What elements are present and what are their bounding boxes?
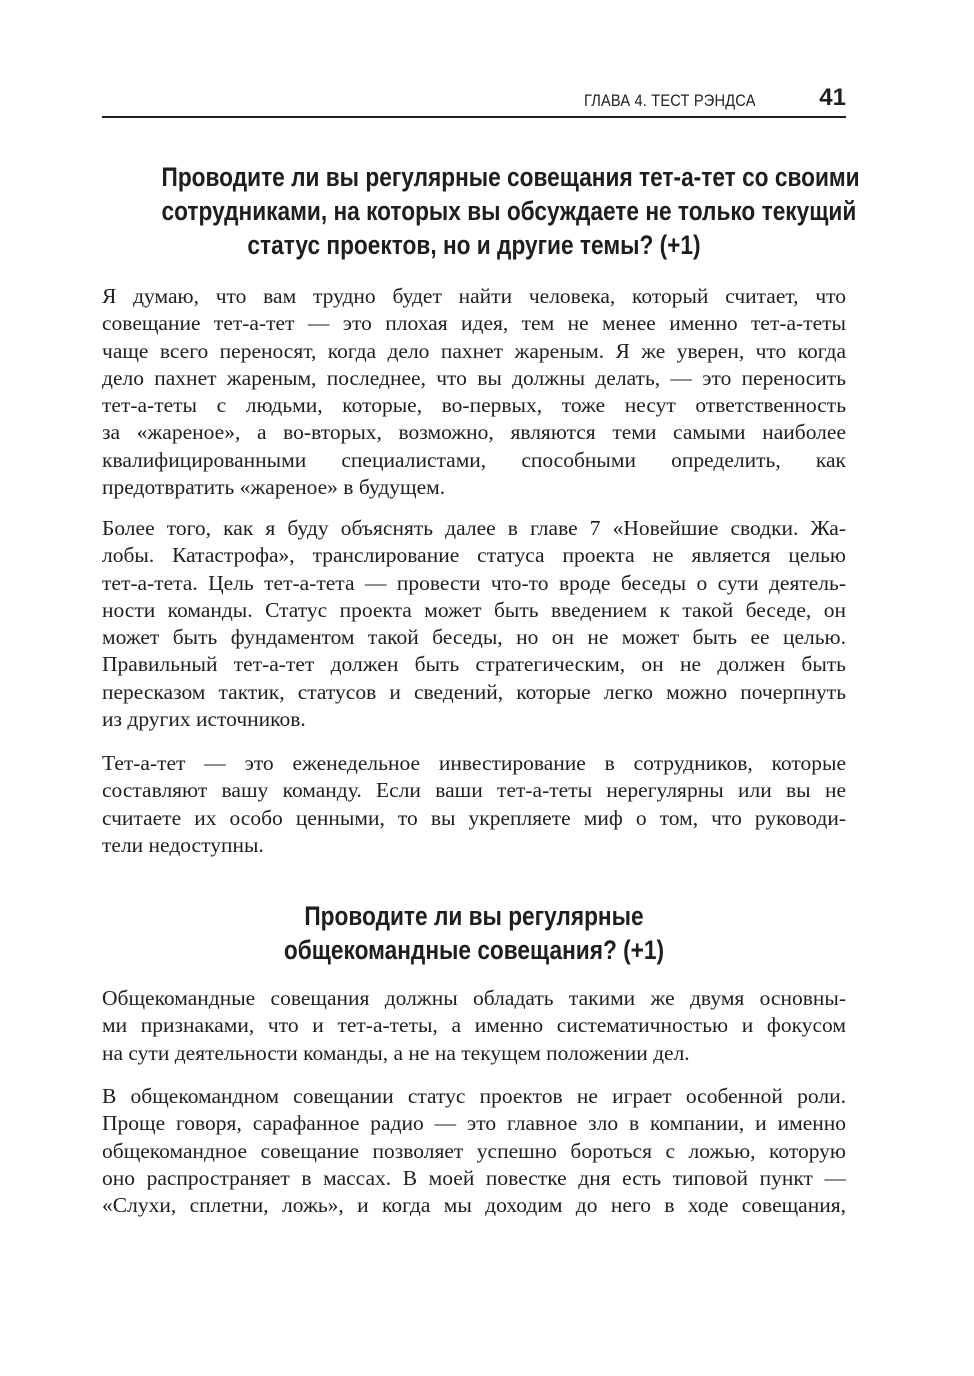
text-line: пересказом тактик, статусов и сведений, которые легко можно почерпнуть bbox=[102, 679, 846, 704]
text-line: оно распространяет в массах. В моей повестке дня есть типовой пункт — bbox=[102, 1165, 846, 1190]
text-line: Более того, как я буду объяснять далее в главе 7 «Новейшие сводки. Жа- bbox=[102, 516, 846, 540]
paragraph bbox=[102, 750, 846, 859]
paragraph bbox=[102, 515, 846, 733]
text-line: дело пахнет жареным, последнее, что вы должны делать, — это переносить bbox=[102, 365, 846, 390]
text-line: «Слухи, сплетни, ложь», и когда мы доходим до него в ходе совещания, bbox=[102, 1193, 846, 1218]
text-line: квалифицированными специалистами, способными определить, как bbox=[102, 447, 846, 472]
text-line: лобы. Катастрофа», транслирование статуса проекта не является целью bbox=[102, 543, 846, 568]
text-line: считаете их особо ценными, то вы укрепляете миф о том, что руководи- bbox=[102, 805, 846, 830]
book-page bbox=[102, 0, 860, 1376]
text-line: тели недоступны. bbox=[102, 832, 264, 857]
text-line: на сути деятельности команды, а не на текущем положении дел. bbox=[102, 1040, 690, 1065]
text-line: чаще всего переносят, когда дело пахнет жареным. Я же уверен, что когда bbox=[102, 338, 846, 363]
section-heading-team-meetings bbox=[102, 899, 846, 967]
text-line: Правильный тет-а-тет должен быть стратегическим, он не должен быть bbox=[102, 652, 846, 677]
text-line: Я думаю, что вам трудно будет найти человека, который считает, что bbox=[102, 284, 846, 308]
heading-line: Проводите ли вы регулярные bbox=[304, 901, 644, 931]
text-line: Тет-а-тет — это еженедельное инвестирование в сотрудников, которые bbox=[102, 751, 846, 775]
paragraph bbox=[102, 283, 846, 501]
text-line: Общекомандные совещания должны обладать такими же двумя основны- bbox=[102, 986, 846, 1010]
text-line: В общекомандном совещании статус проектов не играет особенной роли. bbox=[102, 1084, 846, 1108]
text-line: общекомандное совещание позволяет успешно бороться с ложью, которую bbox=[102, 1138, 846, 1163]
running-header bbox=[102, 82, 846, 118]
text-line: может быть фундаментом такой беседы, но он не может быть ее целью. bbox=[102, 625, 846, 650]
text-line: Проще говоря, сарафанное радио — это главное зло в компании, и именно bbox=[102, 1111, 846, 1136]
chapter-title: ГЛАВА 4. ТЕСТ РЭНДСА bbox=[584, 91, 756, 110]
heading-line: Проводите ли вы регулярные совещания тет-а-тет со своими bbox=[161, 162, 860, 192]
text-line: из других источников. bbox=[102, 707, 306, 732]
heading-line: общекомандные совещания? (+1) bbox=[283, 935, 665, 965]
page-number: 41 bbox=[819, 84, 846, 111]
text-line: составляют вашу команду. Если ваши тет-а-теты нерегулярны или вы не bbox=[102, 778, 846, 803]
heading-line: статус проектов, но и другие темы? (+1) bbox=[247, 230, 701, 260]
text-line: ности команды. Статус проекта может быть введением к такой беседе, он bbox=[102, 597, 846, 622]
section-heading-one-on-one bbox=[102, 160, 860, 262]
text-line: предотвратить «жареное» в будущем. bbox=[102, 475, 446, 500]
paragraph bbox=[102, 985, 846, 1067]
text-line: совещание тет-а-тет — это плохая идея, тем не менее именно тет-а-теты bbox=[102, 311, 846, 336]
heading-line: сотрудниками, на которых вы обсуждаете не только текущий bbox=[161, 196, 857, 226]
text-line: тет-а-теты с людьми, которые, во-первых, тоже несут ответственность bbox=[102, 393, 846, 418]
text-line: тет-а-тета. Цель тет-а-тета — провести что-то вроде беседы о сути деятель- bbox=[102, 570, 846, 595]
text-line: за «жареное», а во-вторых, возможно, являются теми самыми наиболее bbox=[102, 420, 846, 445]
paragraph bbox=[102, 1083, 846, 1219]
text-line: ми признаками, что и тет-а-теты, а именно систематичностью и фокусом bbox=[102, 1013, 846, 1038]
